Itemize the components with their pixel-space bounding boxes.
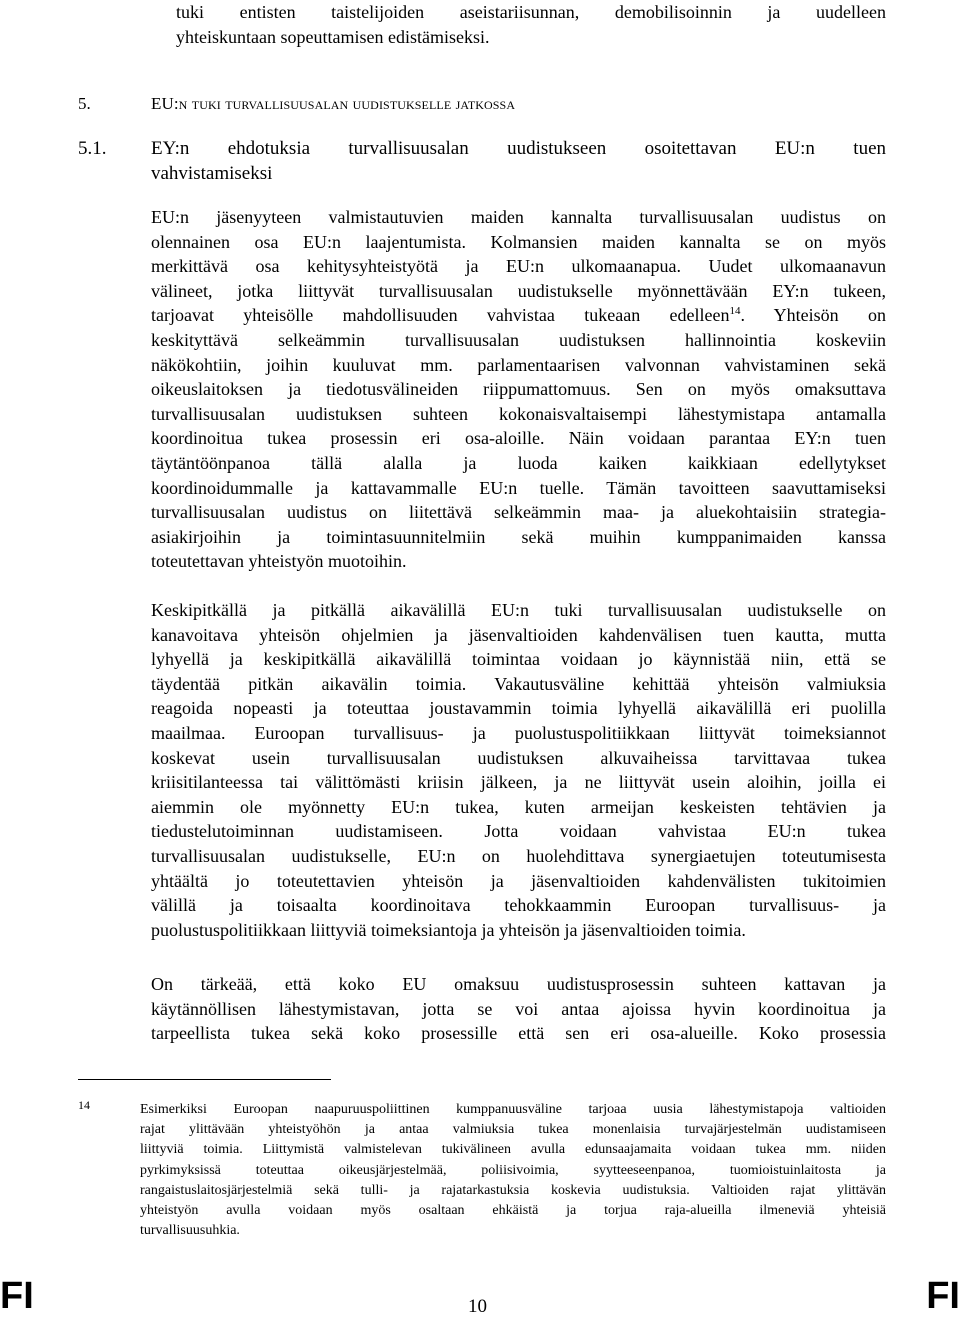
text-line: turvallisuusalan uudistuksen suhteen kokonaisvaltaisempi lähestymistapa antamalla bbox=[151, 403, 886, 424]
footnote-line: rajat ylittävään yhteistyöhön ja antaa valmiuksia tukea monenlaisia turvajärjestelmän uudistamiseen bbox=[140, 1122, 886, 1138]
text-line: välineet, jotka liittyvät turvallisuusalan uudistukselle myönnettävään EY:n tukeen, bbox=[151, 280, 886, 301]
text-segment: tarjoavat yhteisölle mahdollisuuden vahvistaa tukeaan edelleen bbox=[151, 305, 730, 326]
text-line: EU:n jäsenyyteen valmistautuvien maiden kannalta turvallisuusalan uudistus on bbox=[151, 207, 886, 227]
text-line: olennainen osa EU:n laajentumista. Kolmansien maiden kannalta se on myös bbox=[151, 231, 886, 252]
footnote-line: turvallisuusuhkia. bbox=[140, 1223, 240, 1239]
text-line: kanavoitava yhteisön ohjelmien ja jäsenvaltioiden kahdenvälisen tuen kautta, mutta bbox=[151, 624, 886, 645]
text-line: käytännöllisen lähestymistavan, jotta se voi antaa ajoissa hyvin koordinoitua ja bbox=[151, 998, 886, 1019]
footnote-line: rangaistuslaitosjärjestelmiä sekä tulli- ja rajatarkastuksia koskevia uudistuksia. Valtioiden rajat ylittävän bbox=[140, 1182, 886, 1198]
footnote-divider bbox=[78, 1079, 331, 1080]
footnote-text bbox=[140, 1100, 886, 1241]
footnote-line: pyrkimyksissä toteuttaa oikeusjärjestelmää, poliisivoimia, syytteeseenpanoa, tuomioistuinlaitosta ja bbox=[140, 1162, 886, 1178]
text-line: täytäntöönpanoa tällä alalla ja luoda kaiken kaikkiaan edellytykset bbox=[151, 452, 886, 473]
paragraph-1 bbox=[151, 205, 886, 574]
text-line: tiedustelutoiminnan uudistamiseen. Jotta voidaan vahvistaa EU:n tukea bbox=[151, 821, 886, 842]
footnote-line: yhteistyön avulla voidaan myös osaltaan ehkäistä ja torjua raja-alueilla ilmeneviä yhteisiä bbox=[140, 1202, 886, 1218]
footer-language-right: FI bbox=[926, 1275, 960, 1317]
text-line: yhteiskuntaan sopeuttamisen edistämiseksi. bbox=[176, 26, 490, 47]
text-line: maailmaa. Euroopan turvallisuus- ja puolustuspolitiikkaan liittyvät toimeksiannot bbox=[151, 722, 886, 743]
text-line: lyhyellä ja keskipitkällä aikavälillä toimintaa voidaan jo käynnistää niin, että se bbox=[151, 649, 886, 670]
text-line: turvallisuusalan uudistus on liitettävä selkeämmin maa- ja aluekohtaisiin strategia- bbox=[151, 502, 886, 523]
text-line: aiemmin ole myönnetty EU:n tukea, kuten armeijan keskeisten tehtävien ja bbox=[151, 796, 886, 817]
heading-line: vahvistamiseksi bbox=[151, 162, 273, 184]
section-5-number: 5. bbox=[78, 94, 91, 113]
paragraph-2 bbox=[151, 598, 886, 942]
text-line: asiakirjoihin ja toimintasuunnitelmiin sekä muihin kumppanimaiden kanssa bbox=[151, 526, 886, 547]
section-5-title: EU:n tuki turvallisuusalan uudistukselle jatkossa bbox=[151, 94, 516, 113]
section-5-1-title bbox=[151, 137, 886, 186]
heading-line: EY:n ehdotuksia turvallisuusalan uudistukseen osoitettavan EU:n tuen bbox=[151, 138, 886, 159]
page-number: 10 bbox=[468, 1296, 487, 1317]
text-line: näkökohtiin, joihin kuuluvat mm. parlamentaarisen valvonnan vahvistaminen sekä bbox=[151, 354, 886, 375]
footnote-line: liittyviä toimia. Liittymistä valmistelevan tukivälineen avulla edunsaajamaita voidaan tukea mm. niiden bbox=[140, 1142, 886, 1158]
text-line: koordinoitua tukea prosessin eri osa-aloille. Näin voidaan parantaa EY:n tuen bbox=[151, 428, 886, 449]
text-line: On tärkeää, että koko EU omaksuu uudistusprosessin suhteen kattavan ja bbox=[151, 974, 886, 994]
text-line: keskityttävä selkeämmin turvallisuusalan uudistuksen hallinnointia koskeviin bbox=[151, 329, 886, 350]
text-line: tarpeellista tukea sekä koko prosessille että sen eri osa-alueille. Koko prosessia bbox=[151, 1023, 886, 1044]
footnote-line: Esimerkiksi Euroopan naapuruuspoliittinen kumppanuusväline tarjoaa uusia lähestymistapoja valtioiden bbox=[140, 1102, 886, 1117]
paragraph-3 bbox=[151, 972, 886, 1046]
text-line: toteutettavan yhteistyön muotoihin. bbox=[151, 551, 407, 572]
text-line: puolustuspolitiikkaan liittyviä toimeksiantoja ja yhteisön ja jäsenvaltioiden toimia. bbox=[151, 919, 746, 940]
section-5-1-number: 5.1. bbox=[78, 138, 107, 159]
footer-language-left: FI bbox=[0, 1275, 34, 1317]
text-line: koordinoidummalle ja kattavammalle EU:n tuelle. Tämän tavoitteen saavuttamiseksi bbox=[151, 477, 886, 498]
text-line: turvallisuusalan uudistukselle, EU:n on huolehdittava synergiaetujen toteutumisesta bbox=[151, 845, 886, 866]
text-line: Keskipitkällä ja pitkällä aikavälillä EU:n tuki turvallisuusalan uudistukselle on bbox=[151, 600, 886, 620]
text-segment: . Yhteisön on bbox=[740, 305, 887, 326]
intro-continuation bbox=[176, 0, 886, 49]
text-line: oikeuslaitoksen ja tiedotusvälineiden riippumattomuus. Sen on myös omaksuttava bbox=[151, 379, 886, 400]
text-line: koskevat usein turvallisuusalan uudistuksen alkuvaiheissa tarvittavaa tukea bbox=[151, 747, 886, 768]
footnote-number: 14 bbox=[78, 1098, 90, 1112]
text-line: tuki entisten taistelijoiden aseistariisunnan, demobilisoinnin ja uudelleen bbox=[176, 2, 886, 22]
text-line: merkittävä osa kehitysyhteistyötä ja EU:n ulkomaanapua. Uudet ulkomaanavun bbox=[151, 256, 886, 277]
text-line-with-footnote bbox=[151, 303, 886, 328]
text-line: reagoida nopeasti ja toteuttaa joustavammin toimia lyhyellä aikavälillä eri puolilla bbox=[151, 698, 886, 719]
text-line: täydentää pitkän aikavälin toimia. Vakautusväline kehittää yhteisön valmiuksia bbox=[151, 673, 886, 694]
text-line: kriisitilanteessa tai välittömästi kriisin jälkeen, ja ne liittyvät usein aloihin, joilla ei bbox=[151, 772, 886, 793]
footnote-reference[interactable]: 14 bbox=[729, 305, 741, 318]
text-line: yhtäältä jo toteutettavien yhteisön ja jäsenvaltioiden kahdenvälisten tukitoimien bbox=[151, 870, 886, 891]
text-line: välillä ja toisaalta koordinoitava tehokkaammin Euroopan turvallisuus- ja bbox=[151, 895, 886, 916]
